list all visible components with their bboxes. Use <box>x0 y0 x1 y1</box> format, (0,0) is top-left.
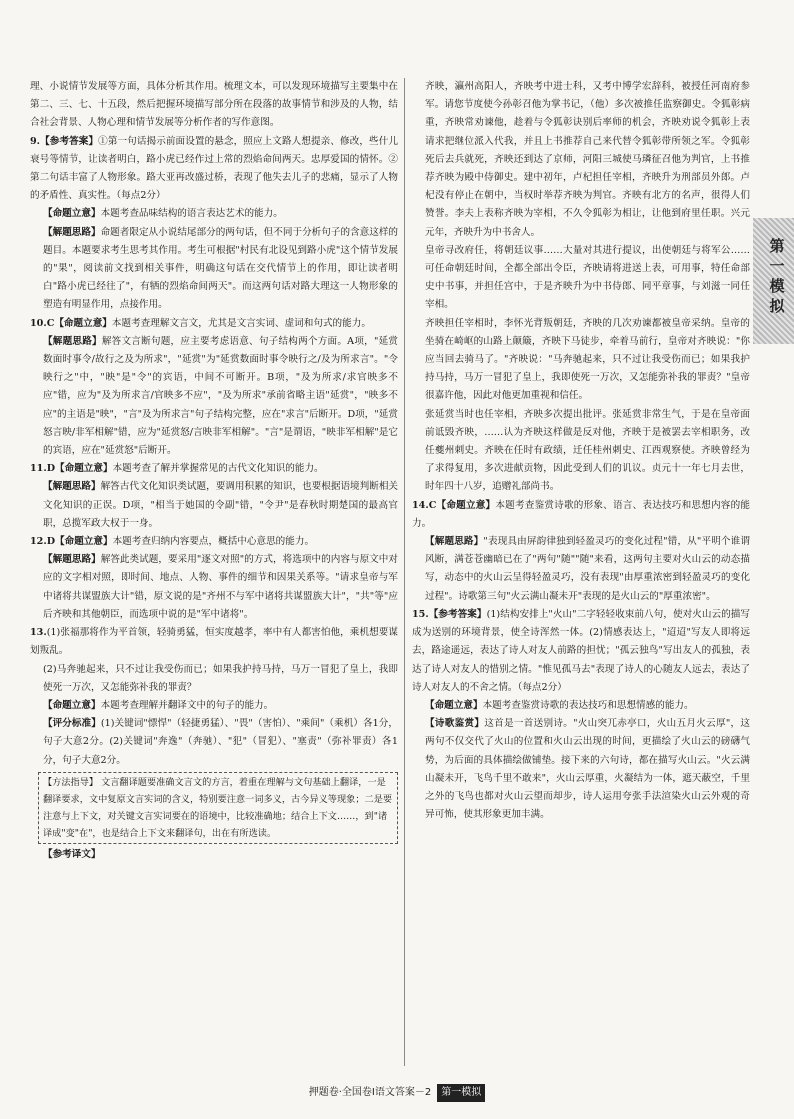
q9-approach: 【解题思路】命题者限定从小说结尾部分的两句话，但不同于分析句子的含意这样的题目。本题要求考生思考其作用。考生可根据"村民有北设见到路小虎"这个情节发展的"果"，阅读前文找到相关事件，明确这句话在交代情节上的作用，即让读者明白"路小虎已经往了"，有牺的烈焰命间两天"。而这两句话对路大理这一人物形象的塑造有明显作用，点接作用。 <box>43 226 399 311</box>
intro-text: 理、小说情节发展等方面，具体分析其作用。梳理文本，可以发现环境描写主要集中在第二、三、七、十五段，然后把握环境描写部分所在段落的故事情节和涉及的人物，结合社会背景、人物心理和情节发展等分析作者的写作意图。 <box>30 81 398 129</box>
left-column <box>30 78 398 864</box>
translation-para-2: 皇帝寻改府任，将朝廷议事……大量对其进行提议，出使朝廷与将军公……可任命朝廷时间，全都全部出令臣，齐映请将进送上表，可用事，特任命部史中书事，并担任宫中，于是齐映升为中书侍郎、同平章事，与刘滋一同任宰相。 <box>425 244 750 311</box>
q11-intent: 11.D【命题立意】本题考查了解并掌握常见的古代文化知识的能力。 <box>30 463 324 475</box>
q13-intent: 【命题立意】本题考查理解并翻译文中的句子的能力。 <box>43 699 274 711</box>
q13-scoring: 【评分标准】(1)关键词"慓悍"（轻捷勇猛）、"畏"（害怕）、"乘间"（乘机）各1分，句子大意2分。(2)关键词"奔逸"（奔驰）、"犯"（冒犯）、"塞责"（弥补罪责）各1分，句子大意2分。 <box>43 718 398 766</box>
translation-para-3: 齐映担任宰相时，李怀光背叛朝廷，齐映的几次劝谏都被皇帝采纳。皇帝的坐骑在崎岖的山路上颠簸，齐映下马徒步，牵着马前行，皇帝对齐映说："你应当回去骑马了。"齐映说："马奔驰起来，只不过让我受伤而已；如果我护持马持，马万一冒犯了皇上，我即使死一万次，又怎能弥补我的罪责？"皇帝很嘉许他，因此对他更加重视和信任。 <box>425 317 750 402</box>
q10-approach: 【解题思路】解答文言断句题，应主要考虑语意、句子结构两个方面。A项，"延赏数面时事令/故行之及为所求"，"延赏"为"延赏数面时事令映行之/及为所求言"。"令映行之"中，"映"是"令"的宾语，中间不可断开。B项，"及为所求/求官映多不应"错，应为"及为所求言/官映多不应"，"及为所求"承前省略主语"延赏"，"映多不应"的主语是"映"，"言"及为所求言"句子结构完整，应在"求言"后断开。D项，"延赏怒言映/非军相解"错，应为"延赏怒/言映非军相解"。"言"是谓语，"映非军相解"是它的宾语，应在"延赏怒"后断开。 <box>43 335 398 457</box>
q9-intent: 【命题立意】本题考查品味结构的语言表达艺术的能力。 <box>43 208 283 220</box>
right-column <box>412 78 750 824</box>
q13-answer-1: 13.(1)张福那将作为平首领，轻骑勇猛，恒实度越孝，率中有人都害怕他，乘机想要谋划叛乱。 <box>30 627 398 657</box>
footer-text: 押题卷·全国卷Ⅰ语文答案－2 <box>308 1087 432 1098</box>
column-divider <box>404 78 405 1066</box>
reference-translation-tag: 【参考译文】 <box>43 848 101 860</box>
q12-approach: 【解题思路】解答此类试题，要采用"逐文对照"的方式，将选项中的内容与原文中对应的文字相对照，即时间、地点、人物、事件的细节和因果关系等。"请求皇帝与军中诸将共谋盟族大计"错，原文说的是"齐州不与军中诸将共谋盟族大计"，"共"等"应后齐映和其他朝臣，而选项中说的是"军中诸将"。 <box>43 554 399 620</box>
q9-num: 9. <box>30 135 41 147</box>
q9-answer-tag: 【参考答案】 <box>40 135 99 147</box>
page-footer <box>0 1084 794 1102</box>
q12-intent: 12.D【命题立意】本题考查归纳内容要点，概括中心意思的能力。 <box>30 536 315 548</box>
translation-para-4: 张延赏当时也任宰相，齐映多次提出批评。张延赏非常生气，于是在皇帝面前诋毁齐映，……认为齐映这样做是反对他，齐映于是被罢去宰相职务，改任夔州刺史。齐映在任时有政绩，迁任桂州刺史、江西观察使。齐映曾经为了求得复用，多次进献贡物，因此受到人们的讥议。贞元十一年七月去世，时年四十八岁，追赠礼部尚书。 <box>425 408 750 493</box>
q14-approach: 【解题思路】"表现具由屏韵律独到轻盈灵巧的变化过程"错，从"平明个谁谓风断，满苍苍幽暗已在了"两句"随""随"来看，这两句主要对火山云的动态描写，动态中的火山云呈得轻盈灵巧，没有表现"由厚重浓密到轻盈灵巧的变化过程"。诗歌第三句"火云满山凝未开"表现的是火山云的"厚重浓密"。 <box>425 536 750 602</box>
method-guide-box: 【方法指导】 文言翻译题要准确文言文的方言，着重在理解与文句基础上翻译，一是翻译要求，文中复原文言实词的含义，特别要注意一词多义，古今异义等现象；二是要注意与上下文，对关键文言实词要在的语境中，比较准确地；结合上下文……，到"诸译成"变"在"，也是结合上下文来翻译句，出在有所选读。 <box>38 772 398 844</box>
q9-answer <box>30 133 398 206</box>
side-section-tab-label: 第一模拟 <box>769 237 785 315</box>
side-section-tab <box>753 218 794 344</box>
q14-intent: 14.C【命题立意】本题考查鉴赏诗歌的形象、语言、表达技巧和思想内容的能力。 <box>412 499 751 529</box>
q15-intent: 【命题立意】本题考查鉴赏诗歌的表达技巧和思想情感的能力。 <box>425 699 694 711</box>
q13-answer-2: (2)马奔驰起来，只不过让我受伤而已；如果我护持马持，马万一冒犯了皇上，我即使死一万次，又怎能弥补我的罪责？ <box>43 663 398 693</box>
q9-answer-text: ①第一句话揭示前面设置的悬念，照应上文路人想提亲、修改，些什儿衰号等情节，让读者明白，路小虎已经作过上常的烈焰命间两天。忠厚爱国的情怀。②第二句话丰富了人物形象。路大亚再改盛过桥，表现了他失去儿子的悲痛，显示了人物的矛盾性、真实性。（每点2分） <box>30 135 399 202</box>
q15-answer: 15.【参考答案】(1)结构安排上"火山"二字轻轻收束前八句，使对火山云的描写成为送别的环境背景，使全诗浑然一体。(2)情感表达上，"迢迢"写友人即将远去，路途遥远，表达了诗人对友人前路的担忧；"孤云独鸟"写出友人的孤独，表达了诗人对友人的惜别之情。"惟见孤马去"表现了诗人的心随友人远去，表达了诗人对友人的不舍之情。（每点2分） <box>412 608 751 693</box>
translation-para-1: 齐映，瀛州高阳人，齐映考中进士科，又考中博学宏辞科，被授任河南府参军。请您节度使今孙彰召他为掌书记，（他）多次被推任监察御史。令狐彰病重，齐映常劝谏他，趁着与令狐彰诀别后率师的机会，齐映劝说令狐彰上表请求把继位派入代我，并且上书推荐自己来代替令狐彰带所领之军。令狐彰死后去兵就死，齐映还到达了京师，河阳三城使马璘征召他为判官，上书推荐齐映为殿中侍御史。建中初年，卢杞担任宰相，齐映升为刑部员外郎。卢杞没有停止在朝中，当权时举荐齐映为判官。齐映有北方的名声，很得人们赞誉。李夫上表称齐映为宰相，不久令狐彰为相让，让他到府里任职。兴元元年，齐映升为中书舍人。 <box>425 81 750 238</box>
footer-badge: 第一模拟 <box>437 1084 485 1102</box>
q10-intent: 10.C【命题立意】本题考查理解文言文，尤其是文言实词、虚词和句式的能力。 <box>30 317 371 329</box>
q15-appreciation: 【诗歌鉴赏】这首是一首送别诗。"火山突兀赤亭口，火山五月火云厚"，这两句不仅交代了火山的位置和火山云出现的时间，更描绘了火山云的磅礴气势，为后面的具体描绘做铺垫。接下来的六句诗，都在描写火山云。"火云满山凝未开，飞鸟千里不敢来"，火山云厚重，火凝结为一体，遮天蔽空，千里之外的飞鸟也都对火山云望而却步，诗人运用夸张手法渲染火山云外观的奇异可怖，使其形象更加丰满。 <box>425 718 751 821</box>
q11-approach: 【解题思路】解答古代文化知识类试题，要调用积累的知识，也要根据语境判断相关文化知识的正误。D项，"相当于她国的令副"错，"令尹"是春秋时期楚国的最高官职，总揽军政大权于一身。 <box>43 481 399 529</box>
